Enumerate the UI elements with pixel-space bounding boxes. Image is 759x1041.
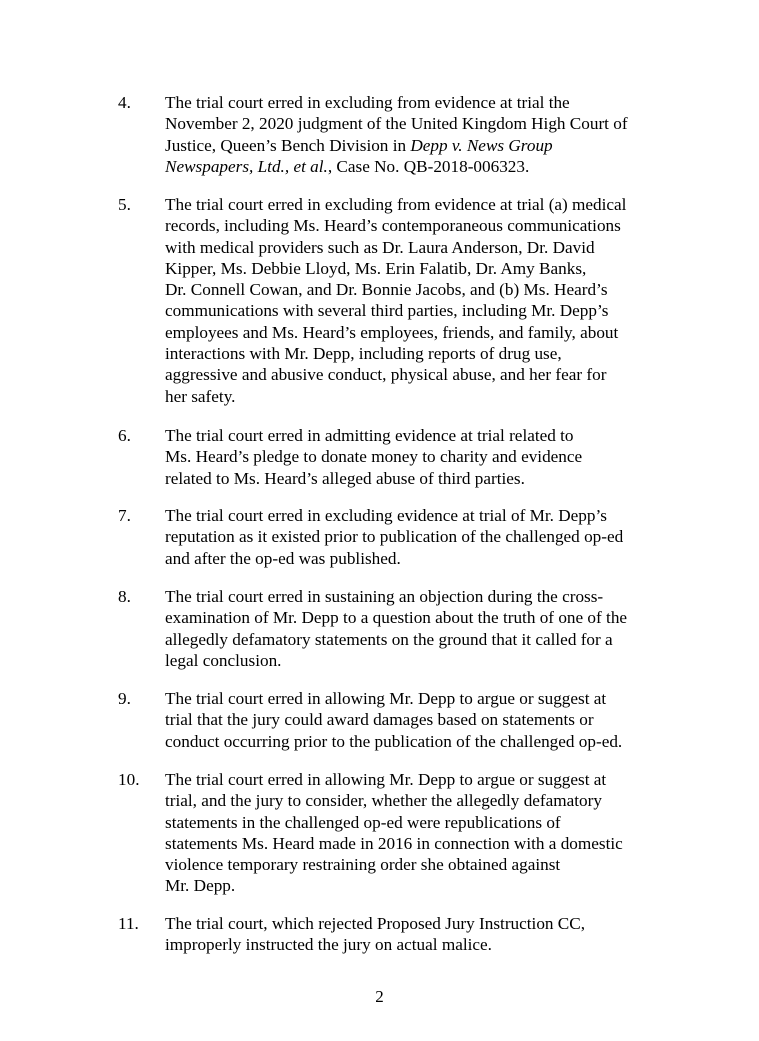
item-number: 4.: [118, 93, 131, 112]
item-number: 6.: [118, 426, 131, 445]
text-segment: The trial court erred in excluding from evidence at trial the: [165, 93, 570, 112]
text-line: [165, 364, 677, 385]
page-number: 2: [375, 987, 384, 1006]
text-line: [165, 300, 677, 321]
text-segment: and after the op-ed was published.: [165, 548, 401, 568]
text-line: [165, 833, 677, 854]
text-line: [165, 446, 677, 467]
text-segment: The trial court erred in excluding from evidence at trial (a) medical: [165, 195, 627, 214]
item-text: [165, 586, 677, 671]
item-number: 11.: [118, 914, 139, 933]
text-segment: legal conclusion.: [165, 650, 282, 670]
text-segment: The trial court erred in excluding evidence at trial of Mr. Depp’s: [165, 506, 607, 525]
item-text: [165, 194, 677, 407]
item-8: [118, 586, 678, 671]
text-line: [165, 790, 677, 811]
text-segment: The trial court, which rejected Proposed Jury Instruction CC,: [165, 914, 586, 933]
text-segment: examination of Mr. Depp to a question about the truth of one of the: [165, 608, 628, 628]
text-segment: records, including Ms. Heard’s contemporaneous communications: [165, 216, 621, 236]
text-line: [165, 343, 677, 364]
text-line: [165, 322, 677, 343]
text-line: [165, 113, 677, 134]
italic-text: Newspapers, Ltd., et al.: [165, 156, 328, 176]
item-9: [118, 688, 678, 752]
text-line: [165, 194, 677, 215]
item-number: 8.: [118, 587, 131, 606]
text-segment: statements Ms. Heard made in 2016 in connection with a domestic: [165, 833, 623, 853]
item-5: [118, 194, 678, 407]
text-line: [165, 586, 677, 607]
item-text: [165, 913, 677, 956]
item-6: [118, 425, 678, 489]
text-segment: violence temporary restraining order she obtained against: [165, 855, 561, 875]
text-line: [165, 650, 677, 671]
italic-text: Depp v. News Group: [410, 135, 553, 155]
text-line: [165, 854, 677, 875]
text-segment: employees and Ms. Heard’s employees, friends, and family, about: [165, 322, 619, 342]
item-text: [165, 425, 677, 489]
item-4: [118, 92, 678, 177]
text-line: [165, 386, 677, 407]
text-line: [165, 769, 677, 790]
item-number: 7.: [118, 506, 131, 525]
text-segment: with medical providers such as Dr. Laura Anderson, Dr. David: [165, 237, 595, 257]
item-text: [165, 505, 677, 569]
text-line: [165, 135, 677, 156]
text-segment: Mr. Depp.: [165, 876, 236, 896]
text-segment: aggressive and abusive conduct, physical abuse, and her fear for: [165, 365, 607, 385]
text-line: [165, 237, 677, 258]
text-segment: The trial court erred in allowing Mr. Depp to argue or suggest at: [165, 770, 607, 789]
text-line: [165, 607, 677, 628]
text-line: [165, 812, 677, 833]
item-number: 5.: [118, 195, 131, 214]
text-segment: conduct occurring prior to the publication of the challenged op-ed.: [165, 731, 623, 751]
item-11: [118, 913, 678, 956]
text-line: [165, 258, 677, 279]
text-segment: The trial court erred in sustaining an objection during the cross-: [165, 587, 604, 606]
text-segment: communications with several third parties, including Mr. Depp’s: [165, 301, 609, 321]
text-line: [165, 425, 677, 446]
text-line: [165, 629, 677, 650]
text-line: [165, 875, 677, 896]
text-line: [165, 156, 677, 177]
item-text: [165, 688, 677, 752]
item-text: [165, 92, 677, 177]
text-segment: trial that the jury could award damages based on statements or: [165, 710, 594, 730]
item-text: [165, 769, 677, 897]
text-segment: Justice, Queen’s Bench Division in: [165, 135, 411, 155]
text-line: [165, 468, 677, 489]
text-line: [165, 215, 677, 236]
text-line: [165, 688, 677, 709]
text-segment: allegedly defamatory statements on the ground that it called for a: [165, 629, 613, 649]
text-segment: improperly instructed the jury on actual malice.: [165, 935, 492, 955]
item-number: 10.: [118, 770, 140, 789]
text-segment: The trial court erred in admitting evidence at trial related to: [165, 426, 574, 445]
text-segment: Dr. Connell Cowan, and Dr. Bonnie Jacobs, and (b) Ms. Heard’s: [165, 280, 608, 300]
text-line: [165, 731, 677, 752]
text-line: [165, 709, 677, 730]
text-line: [165, 913, 677, 934]
text-segment: November 2, 2020 judgment of the United Kingdom High Court of: [165, 114, 628, 134]
text-line: [165, 505, 677, 526]
text-segment: trial, and the jury to consider, whether the allegedly defamatory: [165, 791, 602, 811]
text-segment: her safety.: [165, 386, 236, 406]
text-segment: Ms. Heard’s pledge to donate money to charity and evidence: [165, 447, 583, 467]
item-7: [118, 505, 678, 569]
text-line: [165, 92, 677, 113]
text-line: [165, 526, 677, 547]
text-segment: The trial court erred in allowing Mr. Depp to argue or suggest at: [165, 689, 607, 708]
text-line: [165, 279, 677, 300]
text-segment: Kipper, Ms. Debbie Lloyd, Ms. Erin Falatib, Dr. Amy Banks,: [165, 258, 587, 278]
item-number: 9.: [118, 689, 131, 708]
text-line: [165, 548, 677, 569]
text-segment: statements in the challenged op-ed were republications of: [165, 812, 561, 832]
text-segment: related to Ms. Heard’s alleged abuse of third parties.: [165, 468, 525, 488]
text-line: [165, 934, 677, 955]
text-segment: , Case No. QB-2018-006323.: [327, 156, 530, 176]
text-segment: interactions with Mr. Depp, including reports of drug use,: [165, 344, 562, 364]
text-segment: reputation as it existed prior to publication of the challenged op-ed: [165, 527, 624, 547]
item-10: [118, 769, 678, 897]
